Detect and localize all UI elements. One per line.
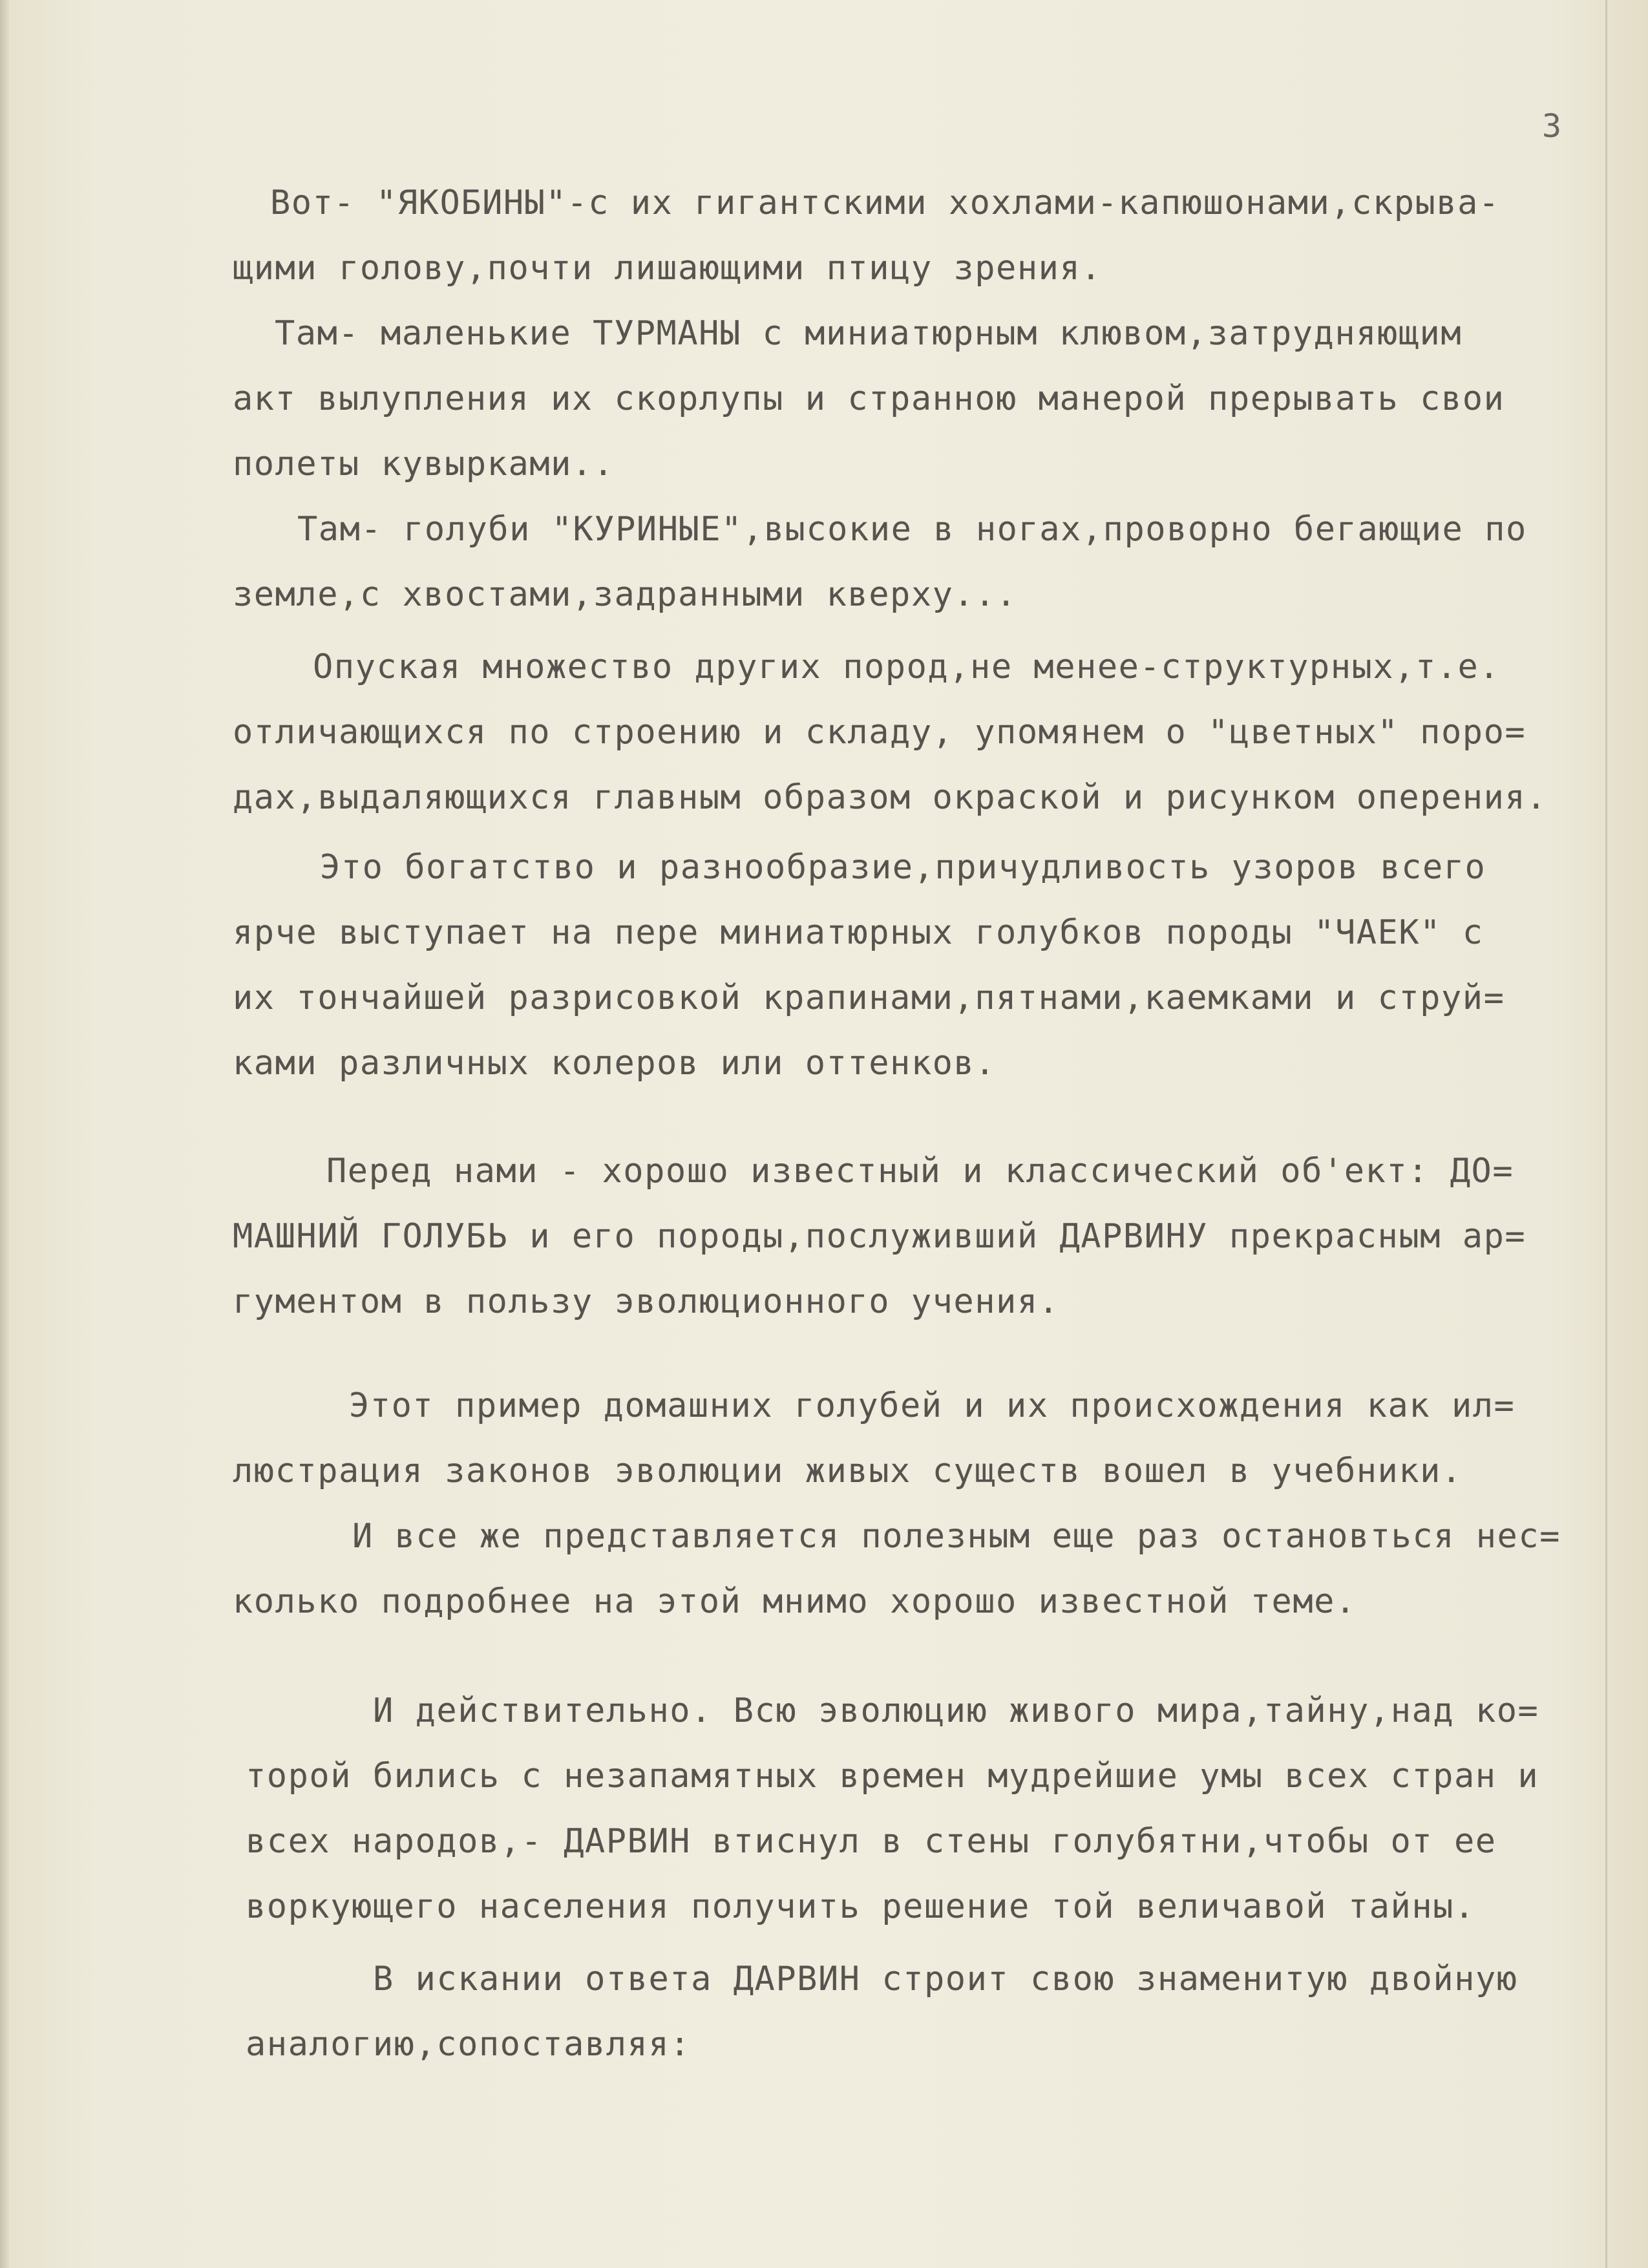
text-line: И все же представляется полезным еще раз остановться нес= [352,1517,1561,1556]
paper-left-edge [0,0,9,2268]
text-line: Вот- "ЯКОБИНЫ"-с их гигантскими хохлами-капюшонами,скрыва- [270,184,1500,222]
page-number: 3 [1542,107,1563,145]
text-line: Там- маленькие ТУРМАНЫ с миниатюрным клювом,затрудняющим [275,314,1463,353]
text-line: щими голову,почти лишающими птицу зрения. [233,249,1103,288]
text-line: воркующего населения получить решение той величавой тайны. [246,1887,1475,1926]
text-line: полеты кувырками.. [233,445,615,483]
text-line: Перед нами - хорошо известный и классический об'ект: ДО= [326,1152,1514,1191]
text-line: их тончайшей разрисовкой крапинами,пятнами,каемками и струй= [233,979,1505,1017]
text-line: гументом в пользу эволюционного учения. [233,1282,1060,1321]
text-line: МАШНИЙ ГОЛУБЬ и его породы,послуживший ДАРВИНУ прекрасным ар= [233,1217,1527,1256]
paper-fold-line [1605,0,1607,2268]
text-line: ками различных колеров или оттенков. [233,1044,997,1083]
text-line: дах,выдаляющихся главным образом окраской и рисунком оперения. [233,778,1548,817]
text-line: колько подробнее на этой мнимо хорошо известной теме. [233,1582,1357,1621]
text-line: Это богатство и разнообразие,причудливость узоров всего [320,848,1486,887]
text-line: всех народов,- ДАРВИН втиснул в стены голубятни,чтобы от ее [246,1822,1497,1861]
text-line: ярче выступает на пере миниатюрных голубков породы "ЧАЕК" с [233,913,1484,952]
text-line: И действительно. Всю эволюцию живого мира,тайну,над ко= [373,1691,1539,1730]
text-line: земле,с хвостами,задранными кверху... [233,575,1017,614]
text-line: Опуская множество других пород,не менее-структурных,т.е. [313,648,1501,686]
text-line: отличающихся по строению и складу, упомянем о "цветных" поро= [233,713,1527,752]
text-line: торой бились с незапамятных времен мудрейшие умы всех стран и [246,1757,1539,1796]
text-line: Этот пример домашних голубей и их происхождения как ил= [349,1386,1516,1425]
text-line: В искании ответа ДАРВИН строит свою знаменитую двойную [373,1960,1518,1998]
text-line: акт вылупления их скорлупы и странною манерой прерывать свои [233,379,1505,418]
text-line: аналогию,сопоставляя: [246,2025,691,2064]
text-line: люстрация законов эволюции живых существ вошел в учебники. [233,1452,1463,1490]
text-line: Там- голуби "КУРИНЫЕ",высокие в ногах,проворно бегающие по [297,510,1527,549]
